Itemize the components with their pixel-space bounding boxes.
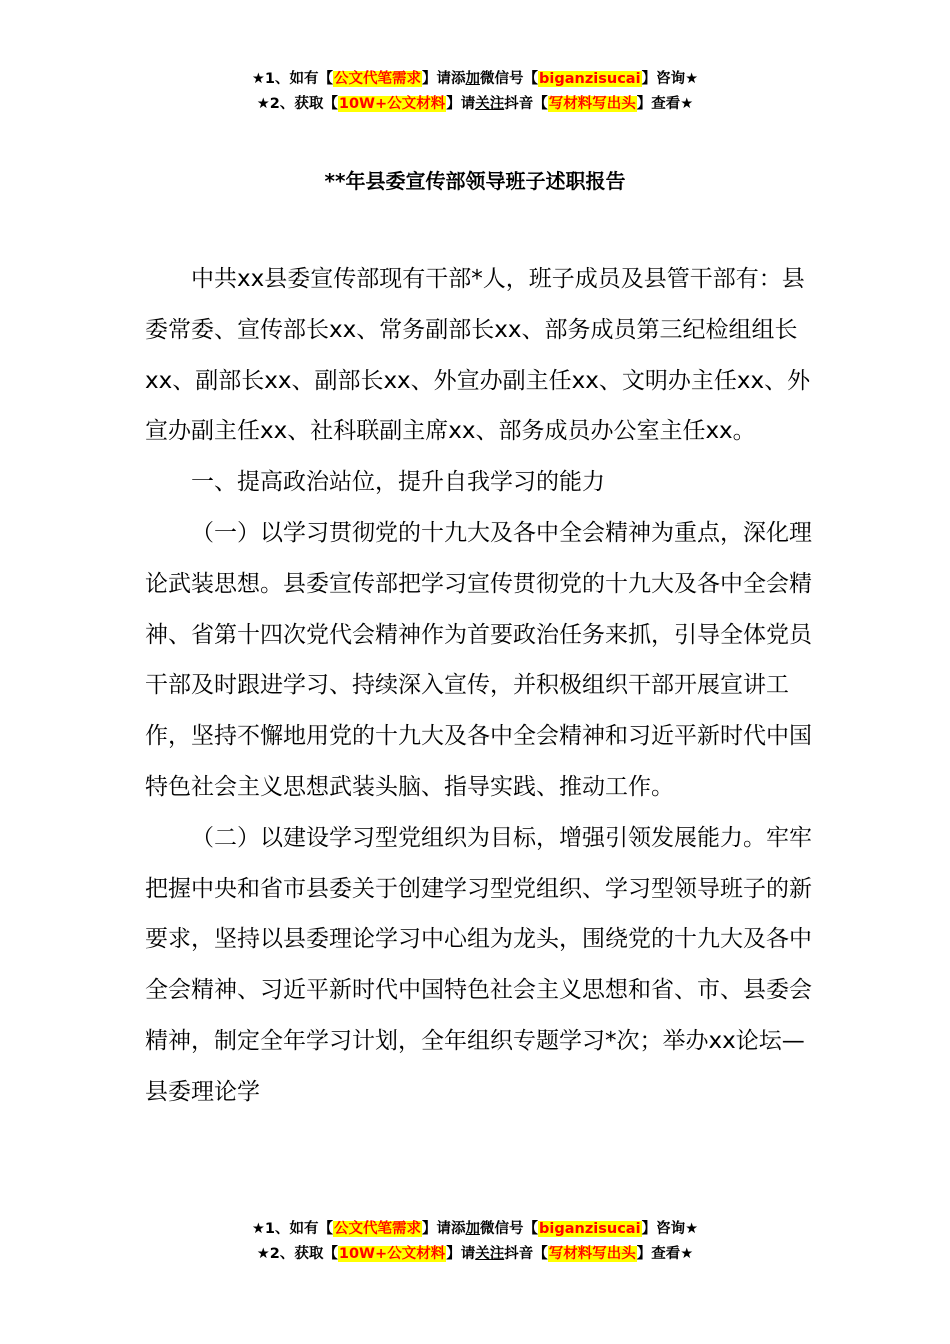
header-banner bbox=[0, 67, 950, 117]
banner-highlight: 公文代笔需求 bbox=[334, 71, 422, 87]
banner-text: 抖音【 bbox=[504, 96, 548, 112]
banner-text: 】请添 bbox=[422, 1221, 466, 1237]
banner-highlight: biganzisucai bbox=[539, 1221, 641, 1237]
banner-text: 】请添 bbox=[422, 71, 466, 87]
banner-text: 】咨询★ bbox=[641, 1221, 699, 1237]
paragraph: 中共xx县委宣传部现有干部*人，班子成员及县管干部有：县委常委、宣传部长xx、常务副部长xx、部务成员第三纪检组组长xx、副部长xx、副部长xx、外宣办副主任xx、文明办主任xx、外宣办副主任xx、社科联副主席xx、部务成员办公室主任xx。 bbox=[145, 266, 811, 445]
banner-text: ★1、如有【 bbox=[251, 71, 334, 87]
paragraph: （二）以建设学习型党组织为目标，增强引领发展能力。牢牢把握中央和省市县委关于创建学习型党组织、学习型领导班子的新要求，坚持以县委理论学习中心组为龙头，围绕党的十九大及各中全会精神、习近平新时代中国特色社会主义思想和省、市、县委会精神，制定全年学习计划，全年组织专题学习*次；举办xx论坛—县委理论学 bbox=[145, 824, 812, 1105]
banner-line-2 bbox=[0, 1242, 950, 1267]
banner-highlight: 写材料写出头 bbox=[548, 96, 636, 112]
banner-highlight: 公文代笔需求 bbox=[334, 1221, 422, 1237]
banner-highlight: 写材料写出头 bbox=[548, 1246, 636, 1262]
banner-underline: 关注 bbox=[475, 96, 505, 112]
footer-banner bbox=[0, 1217, 950, 1267]
banner-line-2 bbox=[0, 92, 950, 117]
banner-text: 】查看★ bbox=[636, 96, 694, 112]
banner-text: 微信号【 bbox=[480, 1221, 539, 1237]
banner-text: 抖音【 bbox=[504, 1246, 548, 1262]
banner-text: ★2、获取【 bbox=[256, 1246, 338, 1262]
banner-text: 】查看★ bbox=[636, 1246, 694, 1262]
banner-text: 】咨询★ bbox=[641, 71, 699, 87]
banner-text: 微信号【 bbox=[480, 71, 539, 87]
banner-text: ★1、如有【 bbox=[251, 1221, 334, 1237]
banner-text: 】请 bbox=[446, 1246, 476, 1262]
banner-highlight: biganzisucai bbox=[539, 71, 641, 87]
banner-highlight: 10W+公文材料 bbox=[338, 96, 446, 112]
section-heading: 一、提高政治站位，提升自我学习的能力 bbox=[191, 469, 605, 496]
document-title: **年县委宣传部领导班子述职报告 bbox=[324, 169, 626, 193]
paragraph: （一）以学习贯彻党的十九大及各中全会精神为重点，深化理论武装思想。县委宣传部把学习宣传贯彻党的十九大及各中全会精神、省第十四次党代会精神作为首要政治任务来抓，引导全体党员干部及时跟进学习、持续深入宣传，并积极组织干部开展宣讲工作，坚持不懈地用党的十九大及各中全会精神和习近平新时代中国特色社会主义思想武装头脑、指导实践、推动工作。 bbox=[145, 519, 812, 800]
banner-underline: 关注 bbox=[475, 1246, 505, 1262]
document-body bbox=[145, 254, 825, 1118]
banner-text: 】请 bbox=[446, 96, 476, 112]
banner-underline: 加 bbox=[465, 1221, 481, 1237]
banner-line-1 bbox=[0, 67, 950, 92]
banner-underline: 加 bbox=[465, 71, 481, 87]
banner-text: ★2、获取【 bbox=[256, 96, 338, 112]
banner-highlight: 10W+公文材料 bbox=[338, 1246, 446, 1262]
banner-line-1 bbox=[0, 1217, 950, 1242]
